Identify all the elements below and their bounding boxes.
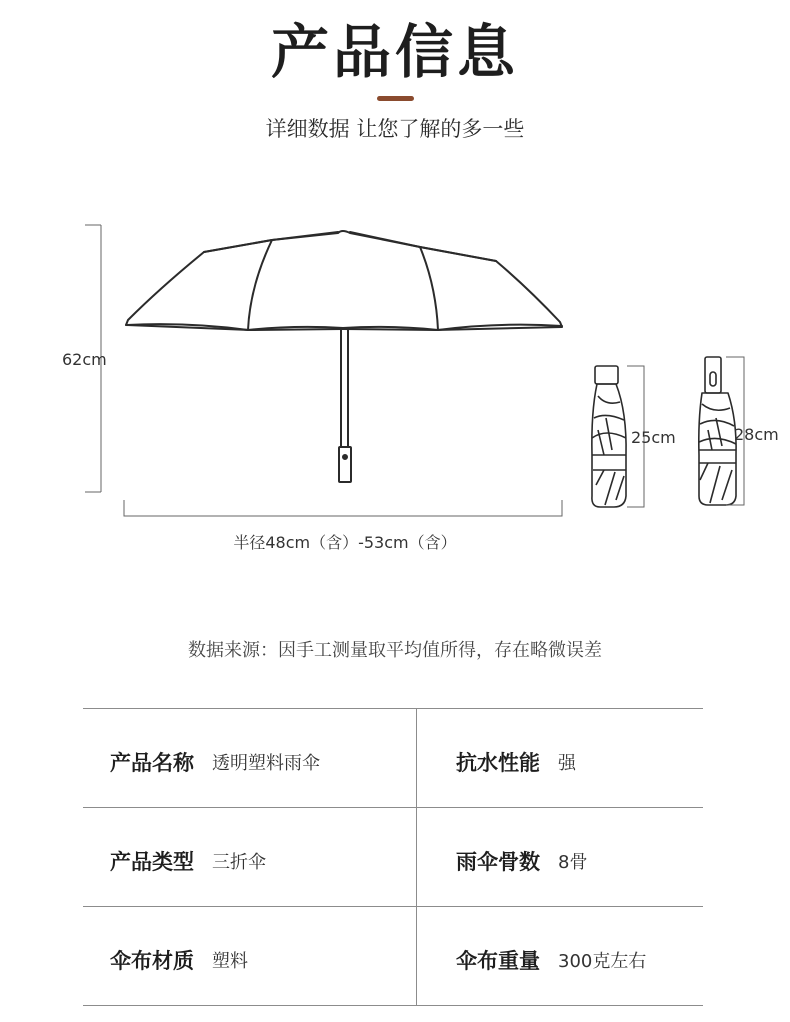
spec-key: 雨伞骨数 <box>456 849 540 874</box>
spec-value: 塑料 <box>212 950 248 972</box>
open-umbrella-icon <box>126 231 562 482</box>
spec-value: 透明塑料雨伞 <box>212 752 320 774</box>
spec-value: 三折伞 <box>212 851 266 873</box>
folded-umbrella-with-strap-icon <box>699 357 736 505</box>
table-column-divider <box>416 708 417 1006</box>
radius-label: 半径48cm（含）-53cm（含） <box>233 533 457 552</box>
table-divider <box>83 708 703 709</box>
spec-value: 300克左右 <box>558 950 647 972</box>
spec-row <box>456 910 646 1009</box>
measurement-note: 数据来源：因手工测量取平均值所得，存在略微误差 <box>188 640 602 661</box>
spec-key: 抗水性能 <box>456 750 540 775</box>
radius-dimension-line <box>124 500 562 516</box>
folded-long-label: 28cm <box>734 425 779 444</box>
spec-key: 伞布材质 <box>110 948 194 973</box>
spec-row <box>110 712 320 811</box>
spec-key: 伞布重量 <box>456 948 540 973</box>
spec-row <box>456 712 576 811</box>
spec-row <box>110 910 248 1009</box>
spec-value: 强 <box>558 752 576 774</box>
page-title: 产品信息 <box>270 18 519 86</box>
spec-key: 产品类型 <box>110 849 194 874</box>
folded-short-label: 25cm <box>631 428 676 447</box>
spec-table <box>83 708 703 1006</box>
height-label: 62cm <box>62 350 107 369</box>
spec-value: 8骨 <box>558 851 588 873</box>
folded-umbrella-icon <box>592 366 626 507</box>
page-subtitle: 详细数据 让您了解的多一些 <box>265 117 525 141</box>
spec-row <box>456 811 587 910</box>
spec-row <box>110 811 266 910</box>
spec-key: 产品名称 <box>110 750 194 775</box>
